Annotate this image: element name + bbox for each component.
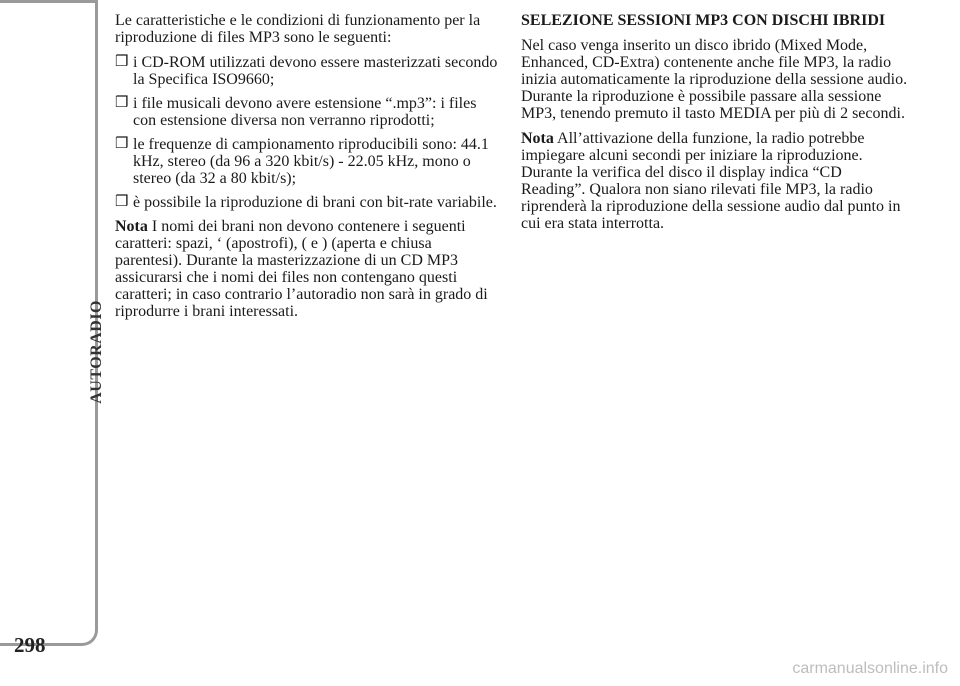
list-item: ❒ è possibile la riproduzione di brani con bit-rate variabile. (115, 194, 497, 211)
note-label: Nota (521, 130, 554, 147)
checkbox-bullet-icon: ❒ (115, 54, 129, 70)
right-column (521, 12, 909, 240)
checkbox-bullet-icon: ❒ (115, 136, 129, 152)
list-item: ❒ i CD-ROM utilizzati devono essere masterizzati secondo la Specifica ISO9660; (115, 54, 498, 88)
note-text: I nomi dei brani non devono contenere i seguenti caratteri: spazi, ‘ (apostrofi), ( e ) (aperta e chiusa parentesi). Durante la masterizzazione di un CD MP3 assicurarsi che i nomi dei files non contengano questi caratteri; in caso contrario l’autoradio non sarà in grado di riprodurre i brani interessati. (115, 218, 488, 320)
watermark: carmanualsonline.info (792, 660, 948, 677)
note-label: Nota (115, 218, 148, 235)
list-item: ❒ i file musicali devono avere estensione “.mp3”: i files con estensione diversa non verranno riprodotti; (115, 95, 477, 129)
note-paragraph (115, 218, 498, 320)
body-paragraph: Nel caso venga inserito un disco ibrido (Mixed Mode, Enhanced, CD-Extra) contenente anche file MP3, la radio inizia automaticamente la riproduzione della sessione audio. Durante la riproduzione è possibile passare alla sessione MP3, tenendo premuto il tasto MEDIA per più di 2 secondi. (521, 37, 908, 122)
intro-paragraph: Le caratteristiche e le condizioni di funzionamento per la riproduzione di files MP3 sono le seguenti: (115, 12, 481, 46)
note-text: All’attivazione della funzione, la radio potrebbe impiegare alcuni secondi per iniziare la riproduzione. Durante la verifica del disco il display indica “CD Reading”. Qualora non siano rilevati file MP3, la radio riprenderà la riproduzione della sessione audio dal punto in cui era stata interrotta. (521, 130, 901, 232)
checkbox-bullet-icon: ❒ (115, 194, 129, 210)
list-item: ❒ le frequenze di campionamento riproducibili sono: 44.1 kHz, stereo (da 96 a 320 kbit/s) - 22.05 kHz, mono o stereo (da 32 a 80 kbit/s); (115, 136, 489, 187)
note-paragraph (521, 130, 909, 232)
section-heading: SELEZIONE SESSIONI MP3 CON DISCHI IBRIDI (521, 12, 886, 29)
checkbox-bullet-icon: ❒ (115, 95, 129, 111)
page-number: 298 (14, 633, 46, 657)
left-column (115, 12, 498, 328)
section-label: AUTORADIO (88, 300, 105, 404)
side-tab-frame (0, 0, 98, 646)
